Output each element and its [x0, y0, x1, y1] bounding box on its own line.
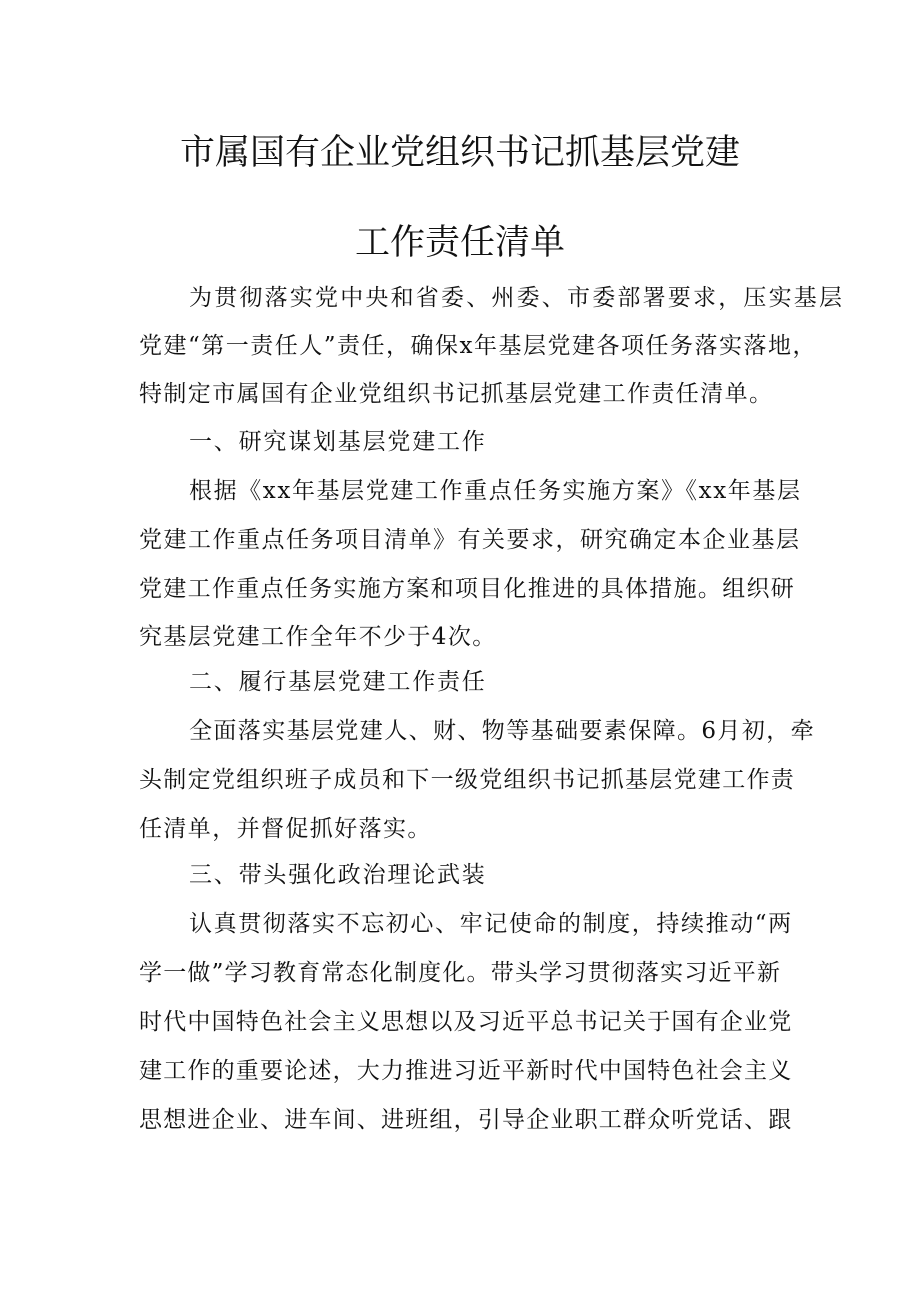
intro-line-1: 为贯彻落实党中央和省委、州委、市委部署要求，压实基层: [189, 285, 845, 311]
section-3-line-4: 建工作的重要论述，大力推进习近平新时代中国特色社会主义: [139, 1058, 793, 1084]
section-3-line-2: 学一做”学习教育常态化制度化。带头学习贯彻落实习近平新: [139, 960, 782, 986]
section-3-line-3: 时代中国特色社会主义思想以及习近平总书记关于国有企业党: [139, 1009, 793, 1035]
section-2-line-3: 任清单，并督促抓好落实。: [139, 816, 432, 842]
section-3-line-1: 认真贯彻落实不忘初心、牢记使命的制度，持续推动“两: [189, 911, 793, 937]
section-1-line-3: 党建工作重点任务实施方案和项目化推进的具体措施。组织研: [139, 576, 796, 602]
section-3-line-5: 思想进企业、进车间、进班组，引导企业职工群众听党话、跟: [139, 1107, 793, 1133]
section-1-line-4: 究基层党建工作全年不少于4次。: [139, 624, 497, 650]
section-1-line-1: 根据《xx年基层党建工作重点任务实施方案》《xx年基层: [189, 478, 802, 504]
section-2-line-2: 头制定党组织班子成员和下一级党组织书记抓基层党建工作责: [139, 767, 796, 793]
document-title-line-2: 工作责任清单: [354, 223, 565, 263]
section-heading-3: 三、带头强化政治理论武装: [189, 862, 487, 888]
section-heading-1: 一、研究谋划基层党建工作: [189, 429, 487, 455]
document-title-line-1: 市属国有企业党组织书记抓基层党建: [179, 133, 740, 173]
intro-line-2: 党建“第一责任人”责任，确保x年基层党建各项任务落实落地，: [139, 333, 817, 359]
section-1-line-2: 党建工作重点任务项目清单》有关要求，研究确定本企业基层: [139, 527, 801, 553]
section-2-line-1: 全面落实基层党建人、财、物等基础要素保障。6月初，牵: [189, 718, 816, 744]
section-heading-2: 二、履行基层党建工作责任: [189, 669, 487, 695]
intro-line-3: 特制定市属国有企业党组织书记抓基层党建工作责任清单。: [139, 381, 774, 407]
